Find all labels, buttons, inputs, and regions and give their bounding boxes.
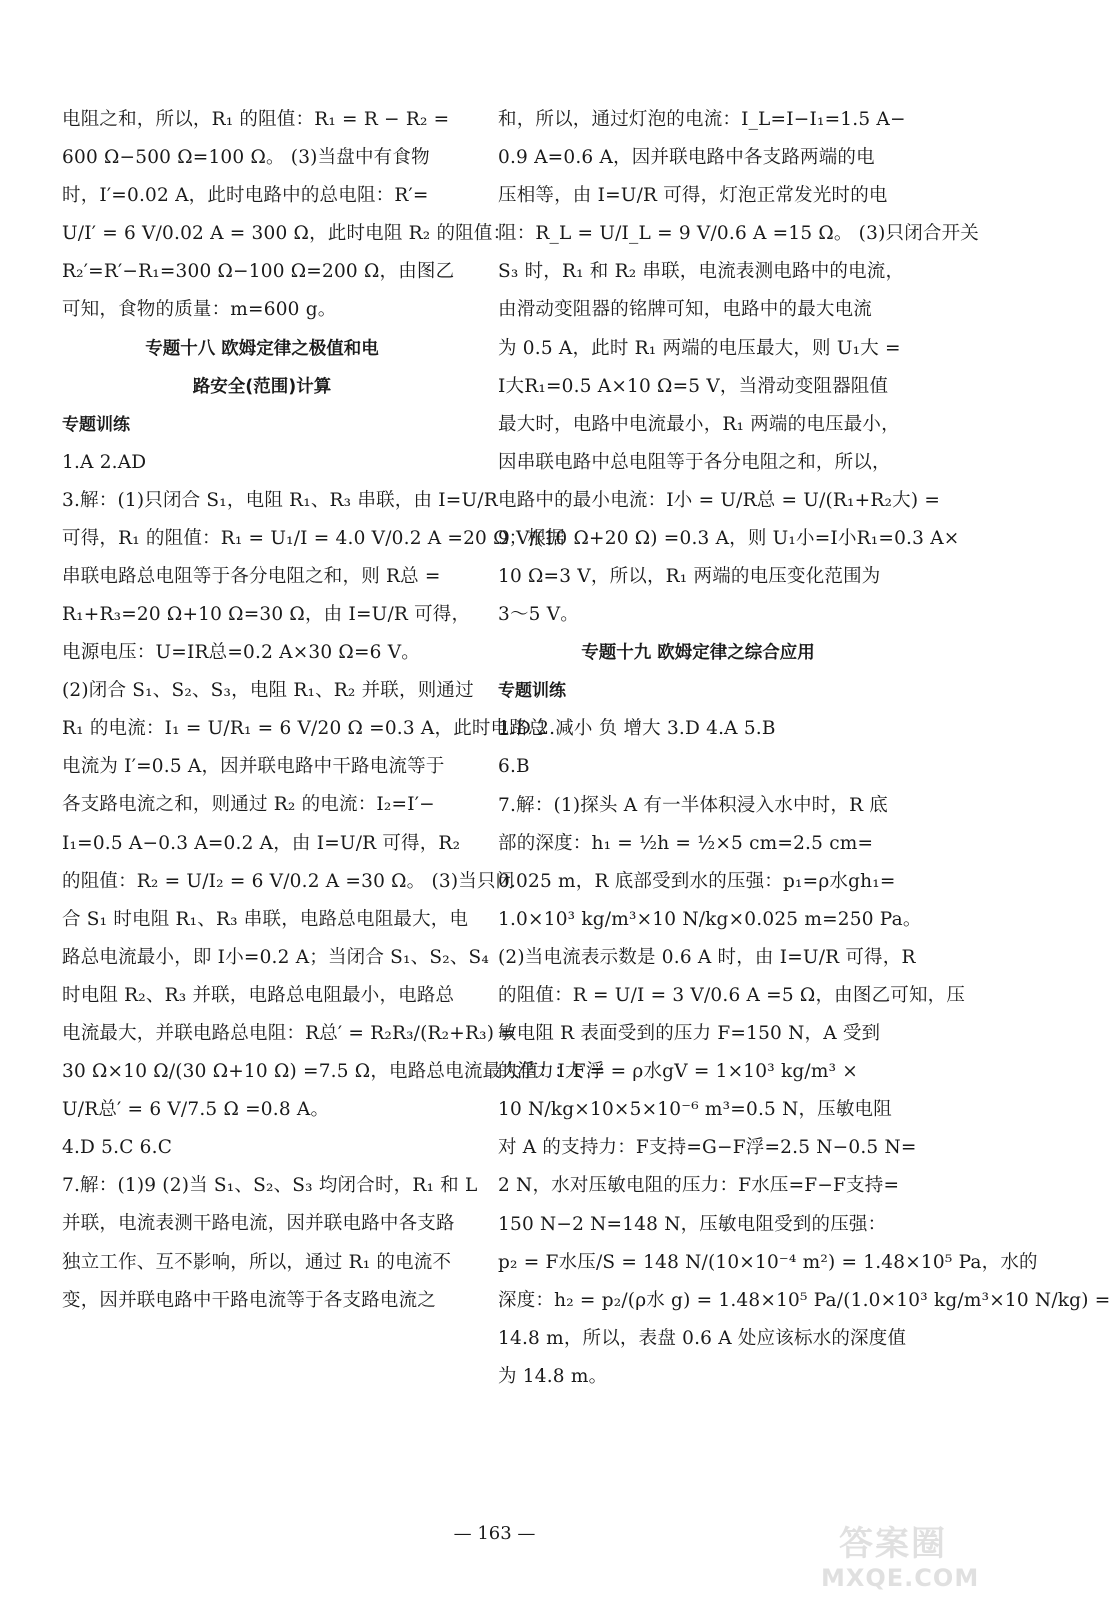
text-line: 和，所以，通过灯泡的电流：I_L=I−I₁=1.5 A− — [498, 109, 906, 130]
text-line: 3～5 V。 — [498, 604, 579, 626]
text-line: 9 V/(10 Ω+20 Ω) =0.3 A，则 U₁小=I小R₁=0.3 A× — [498, 528, 960, 550]
page-number: — 163 — — [453, 1523, 536, 1544]
training-label: 专题训练 — [62, 414, 130, 435]
text-line: (2)当电流表示数是 0.6 A 时，由 I=U/R 可得，R — [498, 946, 916, 968]
text-line: I大R₁=0.5 A×10 Ω=5 V，当滑动变阻器阻值 — [498, 375, 889, 397]
text-line: 部的深度：h₁ = ½h = ½×5 cm=2.5 cm= — [498, 832, 874, 854]
text-line: 600 Ω−500 Ω=100 Ω。 (3)当盘中有食物 — [62, 147, 430, 169]
section-heading-18-line2: 路安全(范围)计算 — [192, 376, 332, 397]
text-line: R₂′=R′−R₁=300 Ω−100 Ω=200 Ω，由图乙 — [62, 261, 455, 283]
text-line: 由滑动变阻器的铭牌可知，电路中的最大电流 — [498, 299, 873, 321]
text-line: S₃ 时，R₁ 和 R₂ 串联，电流表测电路中的电流， — [498, 261, 905, 283]
text-line: U/R总′ = 6 V/7.5 Ω =0.8 A。 — [62, 1099, 330, 1121]
text-line: 时，I′=0.02 A，此时电路中的总电阻：R′= — [62, 185, 429, 207]
answer-line: 1.A 2.AD — [62, 451, 147, 473]
text-line: 电源电压：U=IR总=0.2 A×30 Ω=6 V。 — [62, 642, 420, 664]
text-line: 对 A 的支持力：F支持=G−F浮=2.5 N−0.5 N= — [498, 1137, 917, 1159]
answer-line: 6.B — [498, 756, 530, 778]
text-line: U/I′ = 6 V/0.02 A = 300 Ω，此时电阻 R₂ 的阻值： — [62, 223, 512, 245]
text-line: R₁ 的电流：I₁ = U/R₁ = 6 V/20 Ω =0.3 A，此时电路总 — [62, 718, 547, 740]
text-line: 合 S₁ 时电阻 R₁、R₃ 串联，电路总电阻最大，电 — [62, 908, 469, 930]
section-heading-19: 专题十九 欧姆定律之综合应用 — [581, 643, 815, 664]
text-line: 7.解：(1)9 (2)当 S₁、S₂、S₃ 均闭合时，R₁ 和 L — [62, 1175, 478, 1197]
text-line: 电流最大，并联电路总电阻：R总′ = R₂R₃/(R₂+R₃) = — [62, 1022, 516, 1044]
text-line: 10 Ω=3 V，所以，R₁ 两端的电压变化范围为 — [498, 566, 881, 588]
text-line: 150 N−2 N=148 N，压敏电阻受到的压强： — [498, 1213, 887, 1235]
right-column — [498, 108, 1110, 1403]
text-line: 电路中的最小电流：I小 = U/R总 = U/(R₁+R₂大) = — [498, 489, 941, 511]
text-line: 电流为 I′=0.5 A，因并联电路中干路电流等于 — [62, 756, 445, 778]
text-line: 路总电流最小，即 I小=0.2 A；当闭合 S₁、S₂、S₄ — [62, 946, 490, 968]
text-line: 14.8 m，所以，表盘 0.6 A 处应该标水的深度值 — [498, 1327, 907, 1349]
text-line: 阻：R_L = U/I_L = 9 V/0.6 A =15 Ω。 (3)只闭合开关 — [498, 223, 979, 245]
text-line: 3.解：(1)只闭合 S₁，电阻 R₁、R₃ 串联，由 I=U/R — [62, 489, 498, 511]
text-line: 0.9 A=0.6 A，因并联电路中各支路两端的电 — [498, 147, 875, 169]
text-line: (2)闭合 S₁、S₂、S₃，电阻 R₁、R₂ 并联，则通过 — [62, 680, 474, 702]
watermark-text-bottom: MXQE.COM — [821, 1564, 980, 1592]
text-line: 独立工作、互不影响，所以，通过 R₁ 的电流不 — [62, 1251, 452, 1273]
text-line: 的阻值：R = U/I = 3 V/0.6 A =5 Ω，由图乙可知，压 — [498, 984, 966, 1006]
text-line: 10 N/kg×10×5×10⁻⁶ m³=0.5 N，压敏电阻 — [498, 1099, 892, 1121]
text-line: 敏电阻 R 表面受到的压力 F=150 N，A 受到 — [498, 1023, 881, 1045]
text-line: 7.解：(1)探头 A 有一半体积浸入水中时，R 底 — [498, 794, 888, 816]
text-line: 2 N，水对压敏电阻的压力：F水压=F−F支持= — [498, 1175, 900, 1197]
answer-line: 1.D 2.减小 负 增大 3.D 4.A 5.B — [498, 718, 776, 740]
text-line: 可得，R₁ 的阻值：R₁ = U₁/I = 4.0 V/0.2 A =20 Ω；根据 — [62, 527, 565, 549]
text-line: 为 0.5 A，此时 R₁ 两端的电压最大，则 U₁大 = — [498, 337, 901, 359]
text-line: 的浮力：F浮 = ρ水gV = 1×10³ kg/m³ × — [498, 1061, 858, 1083]
text-line: 串联电路总电阻等于各分电阻之和，则 R总 = — [62, 565, 441, 587]
text-line: 可知，食物的质量：m=600 g。 — [62, 299, 337, 321]
text-line: 变，因并联电路中干路电流等于各支路电流之 — [62, 1289, 437, 1311]
watermark-logo — [811, 1516, 980, 1592]
watermark-text-top: 答案圈 — [839, 1524, 947, 1564]
text-line: 最大时，电路中电流最小，R₁ 两端的电压最小， — [498, 413, 900, 435]
text-line: 30 Ω×10 Ω/(30 Ω+10 Ω) =7.5 Ω，电路总电流最大值：I大 = — [62, 1061, 606, 1083]
text-line: I₁=0.5 A−0.3 A=0.2 A，由 I=U/R 可得，R₂ — [62, 832, 461, 854]
text-line: 0.025 m，R 底部受到水的压强：p₁=ρ水gh₁= — [498, 870, 896, 892]
text-line: 并联，电流表测干路电流，因并联电路中各支路 — [62, 1213, 455, 1235]
text-line: 因串联电路中总电阻等于各分电阻之和，所以， — [498, 451, 891, 473]
answer-line: 4.D 5.C 6.C — [62, 1137, 173, 1159]
text-line: 为 14.8 m。 — [498, 1365, 608, 1387]
text-line: 1.0×10³ kg/m³×10 N/kg×0.025 m=250 Pa。 — [498, 908, 922, 930]
text-line: 时电阻 R₂、R₃ 并联，电路总电阻最小，电路总 — [62, 984, 455, 1006]
training-label: 专题训练 — [498, 681, 566, 702]
text-line: 电阻之和，所以，R₁ 的阻值：R₁ = R − R₂ = — [62, 109, 450, 130]
text-line: 深度：h₂ = p₂/(ρ水 g) = 1.48×10⁵ Pa/(1.0×10³ kg/m³×10 N/kg) = — [498, 1289, 1110, 1311]
section-heading-18-line1: 专题十八 欧姆定律之极值和电 — [145, 338, 379, 359]
text-line: 压相等，由 I=U/R 可得，灯泡正常发光时的电 — [498, 185, 888, 207]
text-line: 的阻值：R₂ = U/I₂ = 6 V/0.2 A =30 Ω。 (3)当只闭 — [62, 870, 515, 892]
text-line: p₂ = F水压/S = 148 N/(10×10⁻⁴ m²) = 1.48×10⁵ Pa，水的 — [498, 1251, 1038, 1273]
text-line: R₁+R₃=20 Ω+10 Ω=30 Ω，由 I=U/R 可得， — [62, 603, 471, 625]
text-line: 各支路电流之和，则通过 R₂ 的电流：I₂=I′− — [62, 794, 435, 816]
